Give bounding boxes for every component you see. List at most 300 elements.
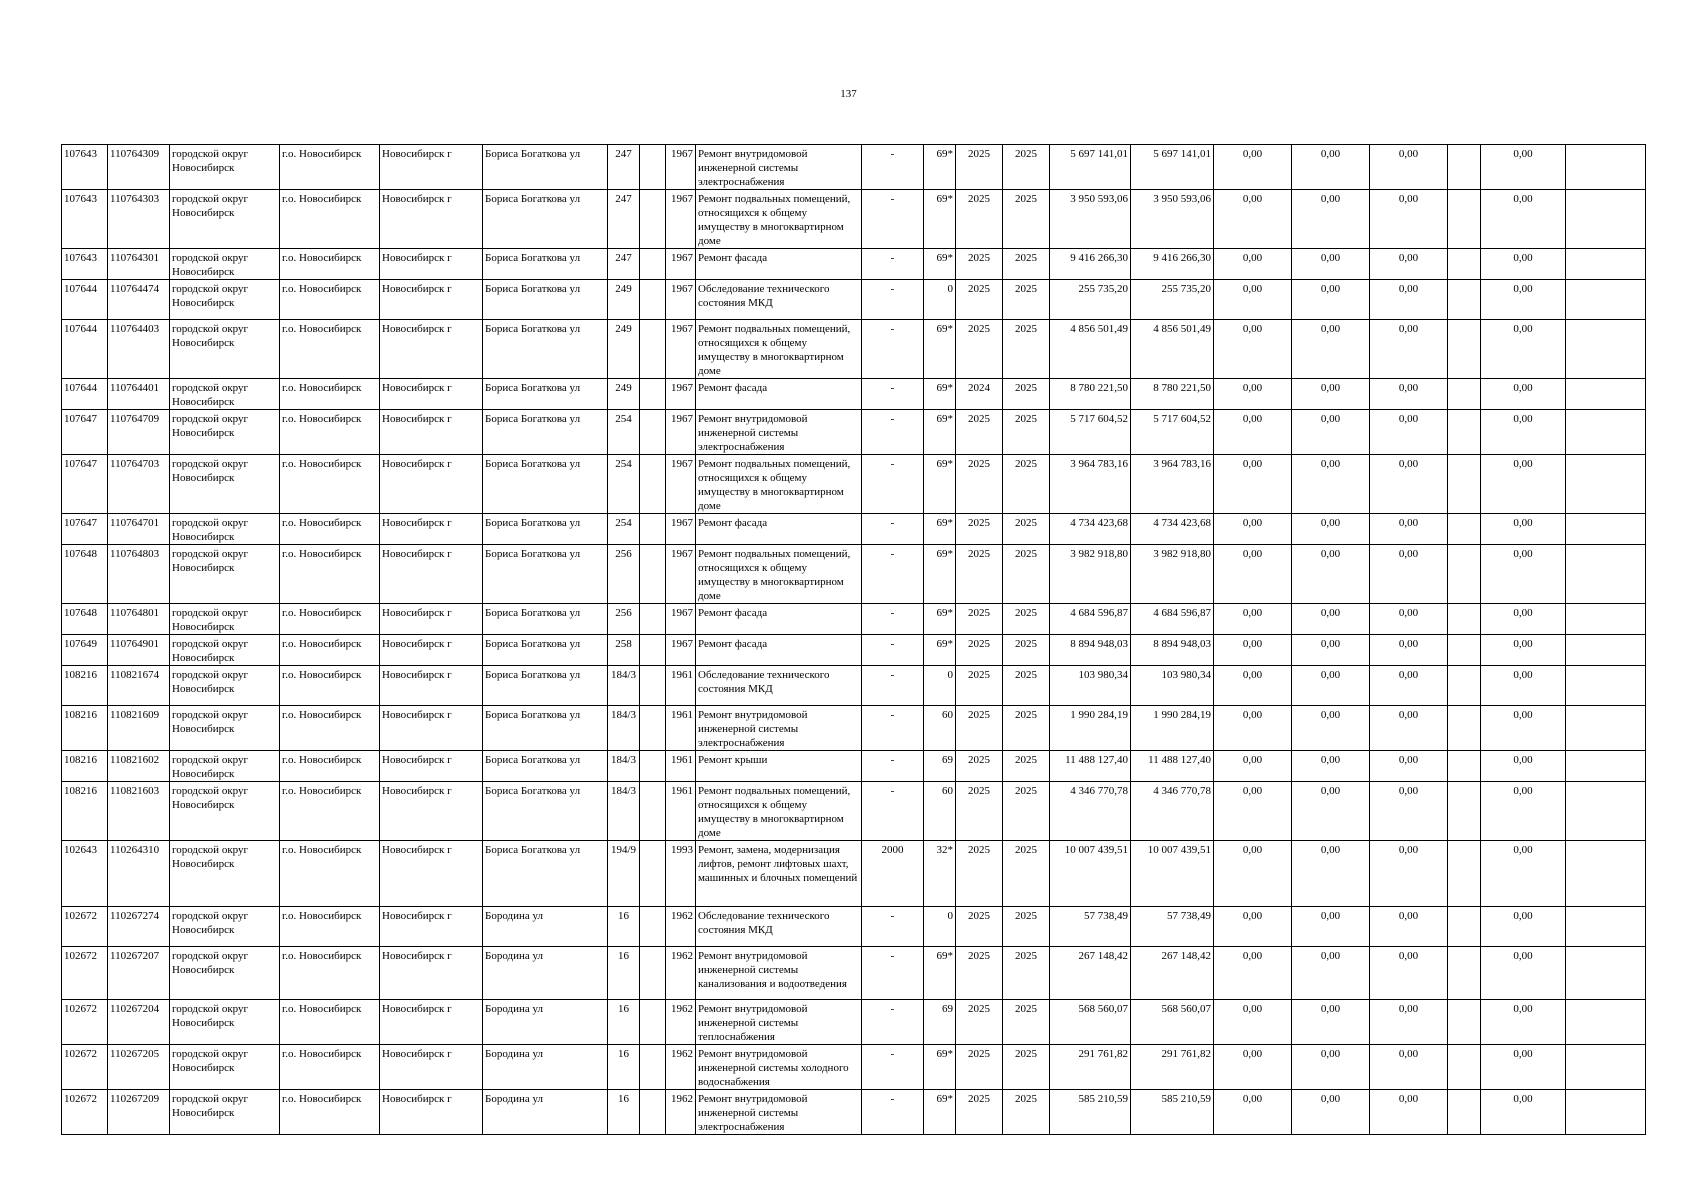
- cell-start-year: 2025: [956, 545, 1003, 604]
- page-number: 137: [840, 88, 857, 100]
- cell-wear-percent: 69: [924, 751, 956, 782]
- cell-street: Бориса Богаткова ул: [483, 604, 608, 635]
- cell-local-funds: 0,00: [1370, 145, 1448, 190]
- cell-work-type: Ремонт фасада: [696, 514, 862, 545]
- cell-fund-cost: 5 697 141,01: [1131, 145, 1214, 190]
- cell-municipality: городской округ Новосибирск: [170, 514, 280, 545]
- cell-regional-funds: 0,00: [1292, 190, 1370, 249]
- cell-federal-funds: 0,00: [1214, 514, 1292, 545]
- cell-lift-year: -: [862, 604, 924, 635]
- cell-fund-cost: 568 560,07: [1131, 1000, 1214, 1045]
- cell-regional-funds: 0,00: [1292, 1090, 1370, 1135]
- cell-blank-b: [1566, 280, 1646, 320]
- cell-record-id: 108216: [62, 751, 108, 782]
- cell-wear-percent: 0: [924, 666, 956, 706]
- cell-wear-percent: 69*: [924, 249, 956, 280]
- cell-blank-a: [1448, 514, 1481, 545]
- cell-year-built: 1967: [666, 545, 696, 604]
- cell-total-cost: 585 210,59: [1050, 1090, 1131, 1135]
- cell-lift-year: -: [862, 947, 924, 1000]
- cell-year-built: 1967: [666, 145, 696, 190]
- cell-locality: Новосибирск г: [380, 841, 483, 907]
- cell-owners-funds: 0,00: [1481, 410, 1566, 455]
- cell-end-year: 2025: [1003, 1090, 1050, 1135]
- cell-federal-funds: 0,00: [1214, 1000, 1292, 1045]
- cell-lift-year: -: [862, 145, 924, 190]
- cell-record-id: 102672: [62, 907, 108, 947]
- cell-fund-cost: 1 990 284,19: [1131, 706, 1214, 751]
- cell-house-number: 254: [608, 455, 640, 514]
- cell-street: Бориса Богаткова ул: [483, 320, 608, 379]
- cell-locality: Новосибирск г: [380, 145, 483, 190]
- cell-blank-b: [1566, 841, 1646, 907]
- cell-record-id: 108216: [62, 782, 108, 841]
- cell-start-year: 2025: [956, 706, 1003, 751]
- cell-start-year: 2025: [956, 841, 1003, 907]
- cell-fund-cost: 57 738,49: [1131, 907, 1214, 947]
- cell-regional-funds: 0,00: [1292, 1045, 1370, 1090]
- cell-work-type: Ремонт фасада: [696, 249, 862, 280]
- cell-municipal-formation: г.о. Новосибирск: [280, 410, 380, 455]
- table-row: [62, 604, 1646, 635]
- cell-start-year: 2025: [956, 145, 1003, 190]
- cell-total-cost: 8 780 221,50: [1050, 379, 1131, 410]
- cell-work-code: 110821602: [108, 751, 170, 782]
- cell-owners-funds: 0,00: [1481, 249, 1566, 280]
- cell-regional-funds: 0,00: [1292, 545, 1370, 604]
- cell-record-id: 107647: [62, 410, 108, 455]
- cell-municipality: городской округ Новосибирск: [170, 841, 280, 907]
- cell-federal-funds: 0,00: [1214, 190, 1292, 249]
- cell-work-type: Ремонт подвальных помещений, относящихся к общему имуществу в многоквартирном доме: [696, 545, 862, 604]
- cell-municipal-formation: г.о. Новосибирск: [280, 947, 380, 1000]
- cell-work-code: 110764401: [108, 379, 170, 410]
- cell-wear-percent: 69: [924, 1000, 956, 1045]
- cell-local-funds: 0,00: [1370, 1000, 1448, 1045]
- cell-record-id: 102643: [62, 841, 108, 907]
- cell-house-number: 258: [608, 635, 640, 666]
- cell-record-id: 108216: [62, 706, 108, 751]
- cell-end-year: 2025: [1003, 841, 1050, 907]
- cell-street: Бориса Богаткова ул: [483, 379, 608, 410]
- cell-blank-b: [1566, 1000, 1646, 1045]
- cell-locality: Новосибирск г: [380, 1090, 483, 1135]
- cell-house-number: 16: [608, 907, 640, 947]
- cell-owners-funds: 0,00: [1481, 280, 1566, 320]
- cell-regional-funds: 0,00: [1292, 455, 1370, 514]
- cell-blank-b: [1566, 751, 1646, 782]
- cell-municipal-formation: г.о. Новосибирск: [280, 907, 380, 947]
- cell-house-number: 249: [608, 280, 640, 320]
- cell-start-year: 2025: [956, 1045, 1003, 1090]
- cell-work-code: 110764301: [108, 249, 170, 280]
- cell-wear-percent: 69*: [924, 604, 956, 635]
- cell-local-funds: 0,00: [1370, 545, 1448, 604]
- cell-work-code: 110267274: [108, 907, 170, 947]
- cell-municipal-formation: г.о. Новосибирск: [280, 666, 380, 706]
- cell-house-number: 247: [608, 249, 640, 280]
- cell-blank-b: [1566, 410, 1646, 455]
- table-row: [62, 907, 1646, 947]
- cell-total-cost: 11 488 127,40: [1050, 751, 1131, 782]
- cell-house-number: 249: [608, 320, 640, 379]
- cell-lift-year: -: [862, 1000, 924, 1045]
- cell-work-type: Ремонт подвальных помещений, относящихся к общему имуществу в многоквартирном доме: [696, 782, 862, 841]
- cell-record-id: 107643: [62, 190, 108, 249]
- cell-federal-funds: 0,00: [1214, 604, 1292, 635]
- cell-federal-funds: 0,00: [1214, 947, 1292, 1000]
- cell-record-id: 102672: [62, 1000, 108, 1045]
- cell-owners-funds: 0,00: [1481, 706, 1566, 751]
- cell-house-number: 247: [608, 190, 640, 249]
- cell-owners-funds: 0,00: [1481, 782, 1566, 841]
- cell-blank-b: [1566, 604, 1646, 635]
- cell-blank-b: [1566, 782, 1646, 841]
- cell-owners-funds: 0,00: [1481, 1090, 1566, 1135]
- cell-house-number: 16: [608, 947, 640, 1000]
- cell-year-built: 1967: [666, 514, 696, 545]
- cell-owners-funds: 0,00: [1481, 320, 1566, 379]
- cell-blank-a: [1448, 706, 1481, 751]
- cell-locality: Новосибирск г: [380, 280, 483, 320]
- cell-blank-b: [1566, 190, 1646, 249]
- cell-work-type: Ремонт фасада: [696, 635, 862, 666]
- cell-municipal-formation: г.о. Новосибирск: [280, 635, 380, 666]
- cell-municipality: городской округ Новосибирск: [170, 604, 280, 635]
- cell-municipality: городской округ Новосибирск: [170, 1000, 280, 1045]
- cell-end-year: 2025: [1003, 514, 1050, 545]
- cell-work-code: 110764709: [108, 410, 170, 455]
- cell-end-year: 2025: [1003, 379, 1050, 410]
- cell-year-built: 1967: [666, 190, 696, 249]
- cell-municipality: городской округ Новосибирск: [170, 545, 280, 604]
- cell-local-funds: 0,00: [1370, 455, 1448, 514]
- cell-locality: Новосибирск г: [380, 410, 483, 455]
- cell-federal-funds: 0,00: [1214, 635, 1292, 666]
- cell-wear-percent: 69*: [924, 1090, 956, 1135]
- cell-year-built: 1993: [666, 841, 696, 907]
- cell-municipal-formation: г.о. Новосибирск: [280, 1090, 380, 1135]
- cell-regional-funds: 0,00: [1292, 947, 1370, 1000]
- cell-end-year: 2025: [1003, 1000, 1050, 1045]
- cell-blank-b: [1566, 249, 1646, 280]
- cell-total-cost: 255 735,20: [1050, 280, 1131, 320]
- cell-start-year: 2025: [956, 907, 1003, 947]
- cell-total-cost: 5 697 141,01: [1050, 145, 1131, 190]
- cell-street: Бориса Богаткова ул: [483, 410, 608, 455]
- cell-locality: Новосибирск г: [380, 514, 483, 545]
- cell-work-code: 110764474: [108, 280, 170, 320]
- cell-wear-percent: 69*: [924, 635, 956, 666]
- table-row: [62, 545, 1646, 604]
- cell-house-number: 16: [608, 1000, 640, 1045]
- cell-end-year: 2025: [1003, 907, 1050, 947]
- cell-lift-year: -: [862, 379, 924, 410]
- cell-start-year: 2025: [956, 249, 1003, 280]
- cell-federal-funds: 0,00: [1214, 320, 1292, 379]
- cell-street: Бородина ул: [483, 947, 608, 1000]
- cell-locality: Новосибирск г: [380, 782, 483, 841]
- table-row: [62, 782, 1646, 841]
- cell-regional-funds: 0,00: [1292, 320, 1370, 379]
- cell-fund-cost: 4 346 770,78: [1131, 782, 1214, 841]
- cell-federal-funds: 0,00: [1214, 1045, 1292, 1090]
- cell-street: Бориса Богаткова ул: [483, 706, 608, 751]
- cell-blank-b: [1566, 947, 1646, 1000]
- cell-regional-funds: 0,00: [1292, 1000, 1370, 1045]
- cell-municipal-formation: г.о. Новосибирск: [280, 514, 380, 545]
- cell-work-code: 110764309: [108, 145, 170, 190]
- cell-municipal-formation: г.о. Новосибирск: [280, 190, 380, 249]
- cell-municipal-formation: г.о. Новосибирск: [280, 145, 380, 190]
- table-row: [62, 841, 1646, 907]
- table-row: [62, 1000, 1646, 1045]
- cell-record-id: 102672: [62, 947, 108, 1000]
- cell-local-funds: 0,00: [1370, 706, 1448, 751]
- cell-street: Бородина ул: [483, 1000, 608, 1045]
- cell-owners-funds: 0,00: [1481, 666, 1566, 706]
- cell-regional-funds: 0,00: [1292, 410, 1370, 455]
- cell-year-built: 1967: [666, 455, 696, 514]
- cell-blank-b: [1566, 1090, 1646, 1135]
- cell-locality: Новосибирск г: [380, 455, 483, 514]
- cell-blank-b: [1566, 635, 1646, 666]
- cell-fund-cost: 255 735,20: [1131, 280, 1214, 320]
- cell-regional-funds: 0,00: [1292, 280, 1370, 320]
- cell-work-type: Ремонт подвальных помещений, относящихся к общему имуществу в многоквартирном доме: [696, 190, 862, 249]
- cell-total-cost: 3 982 918,80: [1050, 545, 1131, 604]
- cell-house-number: 254: [608, 410, 640, 455]
- cell-work-code: 110764803: [108, 545, 170, 604]
- cell-federal-funds: 0,00: [1214, 410, 1292, 455]
- cell-municipality: городской округ Новосибирск: [170, 320, 280, 379]
- cell-municipality: городской округ Новосибирск: [170, 249, 280, 280]
- cell-building: [640, 1000, 666, 1045]
- cell-blank-b: [1566, 666, 1646, 706]
- cell-blank-a: [1448, 320, 1481, 379]
- cell-work-code: 110764303: [108, 190, 170, 249]
- cell-locality: Новосибирск г: [380, 1000, 483, 1045]
- cell-year-built: 1967: [666, 320, 696, 379]
- cell-start-year: 2025: [956, 190, 1003, 249]
- cell-municipality: городской округ Новосибирск: [170, 1090, 280, 1135]
- cell-blank-b: [1566, 320, 1646, 379]
- cell-street: Бориса Богаткова ул: [483, 249, 608, 280]
- cell-federal-funds: 0,00: [1214, 455, 1292, 514]
- cell-owners-funds: 0,00: [1481, 1045, 1566, 1090]
- cell-end-year: 2025: [1003, 320, 1050, 379]
- table-row: [62, 190, 1646, 249]
- cell-work-code: 110267204: [108, 1000, 170, 1045]
- cell-end-year: 2025: [1003, 782, 1050, 841]
- cell-building: [640, 782, 666, 841]
- cell-lift-year: -: [862, 280, 924, 320]
- cell-locality: Новосибирск г: [380, 190, 483, 249]
- table-row: [62, 514, 1646, 545]
- cell-federal-funds: 0,00: [1214, 706, 1292, 751]
- cell-blank-a: [1448, 907, 1481, 947]
- cell-fund-cost: 3 964 783,16: [1131, 455, 1214, 514]
- cell-regional-funds: 0,00: [1292, 666, 1370, 706]
- cell-house-number: 184/3: [608, 751, 640, 782]
- cell-local-funds: 0,00: [1370, 947, 1448, 1000]
- cell-street: Бориса Богаткова ул: [483, 280, 608, 320]
- cell-fund-cost: 3 950 593,06: [1131, 190, 1214, 249]
- cell-year-built: 1967: [666, 410, 696, 455]
- cell-work-code: 110764403: [108, 320, 170, 379]
- cell-building: [640, 706, 666, 751]
- cell-end-year: 2025: [1003, 1045, 1050, 1090]
- cell-building: [640, 666, 666, 706]
- cell-local-funds: 0,00: [1370, 379, 1448, 410]
- cell-fund-cost: 11 488 127,40: [1131, 751, 1214, 782]
- cell-federal-funds: 0,00: [1214, 249, 1292, 280]
- cell-local-funds: 0,00: [1370, 320, 1448, 379]
- cell-work-type: Ремонт внутридомовой инженерной системы канализования и водоотведения: [696, 947, 862, 1000]
- cell-owners-funds: 0,00: [1481, 545, 1566, 604]
- cell-house-number: 184/3: [608, 666, 640, 706]
- cell-house-number: 256: [608, 545, 640, 604]
- cell-total-cost: 4 346 770,78: [1050, 782, 1131, 841]
- cell-lift-year: -: [862, 907, 924, 947]
- cell-year-built: 1962: [666, 1045, 696, 1090]
- cell-locality: Новосибирск г: [380, 751, 483, 782]
- cell-house-number: 16: [608, 1045, 640, 1090]
- cell-work-code: 110267209: [108, 1090, 170, 1135]
- table-row: [62, 410, 1646, 455]
- cell-blank-a: [1448, 1045, 1481, 1090]
- cell-blank-a: [1448, 410, 1481, 455]
- cell-building: [640, 249, 666, 280]
- cell-blank-a: [1448, 190, 1481, 249]
- cell-work-type: Ремонт подвальных помещений, относящихся к общему имуществу в многоквартирном доме: [696, 320, 862, 379]
- cell-year-built: 1962: [666, 907, 696, 947]
- cell-municipality: городской округ Новосибирск: [170, 455, 280, 514]
- cell-regional-funds: 0,00: [1292, 249, 1370, 280]
- cell-building: [640, 280, 666, 320]
- cell-total-cost: 3 964 783,16: [1050, 455, 1131, 514]
- cell-work-type: Ремонт внутридомовой инженерной системы электроснабжения: [696, 410, 862, 455]
- cell-local-funds: 0,00: [1370, 841, 1448, 907]
- cell-street: Бориса Богаткова ул: [483, 635, 608, 666]
- cell-municipality: городской округ Новосибирск: [170, 782, 280, 841]
- cell-record-id: 107643: [62, 249, 108, 280]
- cell-municipal-formation: г.о. Новосибирск: [280, 249, 380, 280]
- cell-building: [640, 514, 666, 545]
- cell-blank-a: [1448, 249, 1481, 280]
- cell-lift-year: -: [862, 455, 924, 514]
- cell-total-cost: 9 416 266,30: [1050, 249, 1131, 280]
- cell-federal-funds: 0,00: [1214, 666, 1292, 706]
- cell-regional-funds: 0,00: [1292, 514, 1370, 545]
- cell-house-number: 194/9: [608, 841, 640, 907]
- cell-work-code: 110764701: [108, 514, 170, 545]
- cell-blank-a: [1448, 666, 1481, 706]
- cell-locality: Новосибирск г: [380, 947, 483, 1000]
- cell-house-number: 184/3: [608, 782, 640, 841]
- cell-municipal-formation: г.о. Новосибирск: [280, 604, 380, 635]
- cell-wear-percent: 60: [924, 782, 956, 841]
- cell-municipality: городской округ Новосибирск: [170, 1045, 280, 1090]
- cell-locality: Новосибирск г: [380, 907, 483, 947]
- cell-owners-funds: 0,00: [1481, 751, 1566, 782]
- cell-owners-funds: 0,00: [1481, 455, 1566, 514]
- cell-record-id: 107647: [62, 514, 108, 545]
- cell-total-cost: 57 738,49: [1050, 907, 1131, 947]
- cell-local-funds: 0,00: [1370, 751, 1448, 782]
- cell-year-built: 1962: [666, 1000, 696, 1045]
- cell-total-cost: 291 761,82: [1050, 1045, 1131, 1090]
- cell-building: [640, 320, 666, 379]
- cell-owners-funds: 0,00: [1481, 145, 1566, 190]
- cell-year-built: 1962: [666, 947, 696, 1000]
- cell-blank-b: [1566, 545, 1646, 604]
- cell-house-number: 16: [608, 1090, 640, 1135]
- cell-street: Бориса Богаткова ул: [483, 782, 608, 841]
- cell-federal-funds: 0,00: [1214, 545, 1292, 604]
- cell-end-year: 2025: [1003, 410, 1050, 455]
- cell-start-year: 2025: [956, 635, 1003, 666]
- cell-end-year: 2025: [1003, 635, 1050, 666]
- cell-end-year: 2025: [1003, 545, 1050, 604]
- cell-blank-a: [1448, 1090, 1481, 1135]
- cell-record-id: 107648: [62, 604, 108, 635]
- cell-total-cost: 3 950 593,06: [1050, 190, 1131, 249]
- cell-owners-funds: 0,00: [1481, 190, 1566, 249]
- table-row: [62, 706, 1646, 751]
- cell-building: [640, 907, 666, 947]
- table-row: [62, 455, 1646, 514]
- cell-municipality: городской округ Новосибирск: [170, 635, 280, 666]
- cell-house-number: 184/3: [608, 706, 640, 751]
- cell-federal-funds: 0,00: [1214, 907, 1292, 947]
- cell-work-type: Ремонт внутридомовой инженерной системы холодного водоснабжения: [696, 1045, 862, 1090]
- cell-blank-a: [1448, 782, 1481, 841]
- cell-record-id: 107643: [62, 145, 108, 190]
- cell-local-funds: 0,00: [1370, 514, 1448, 545]
- cell-federal-funds: 0,00: [1214, 782, 1292, 841]
- cell-building: [640, 545, 666, 604]
- cell-regional-funds: 0,00: [1292, 907, 1370, 947]
- cell-wear-percent: 69*: [924, 145, 956, 190]
- cell-work-type: Ремонт, замена, модернизация лифтов, ремонт лифтовых шахт, машинных и блочных помещений: [696, 841, 862, 907]
- cell-fund-cost: 291 761,82: [1131, 1045, 1214, 1090]
- cell-building: [640, 841, 666, 907]
- cell-municipality: городской округ Новосибирск: [170, 410, 280, 455]
- cell-lift-year: -: [862, 514, 924, 545]
- cell-street: Бориса Богаткова ул: [483, 455, 608, 514]
- cell-blank-a: [1448, 841, 1481, 907]
- cell-year-built: 1961: [666, 706, 696, 751]
- cell-local-funds: 0,00: [1370, 907, 1448, 947]
- table-row: [62, 666, 1646, 706]
- cell-fund-cost: 9 416 266,30: [1131, 249, 1214, 280]
- cell-municipal-formation: г.о. Новосибирск: [280, 1000, 380, 1045]
- cell-building: [640, 604, 666, 635]
- cell-local-funds: 0,00: [1370, 249, 1448, 280]
- cell-work-type: Ремонт внутридомовой инженерной системы электроснабжения: [696, 706, 862, 751]
- cell-municipal-formation: г.о. Новосибирск: [280, 379, 380, 410]
- cell-street: Бородина ул: [483, 1045, 608, 1090]
- cell-locality: Новосибирск г: [380, 1045, 483, 1090]
- cell-owners-funds: 0,00: [1481, 379, 1566, 410]
- cell-federal-funds: 0,00: [1214, 1090, 1292, 1135]
- table-row: [62, 280, 1646, 320]
- cell-work-code: 110764801: [108, 604, 170, 635]
- cell-local-funds: 0,00: [1370, 1090, 1448, 1135]
- cell-fund-cost: 8 780 221,50: [1131, 379, 1214, 410]
- cell-fund-cost: 103 980,34: [1131, 666, 1214, 706]
